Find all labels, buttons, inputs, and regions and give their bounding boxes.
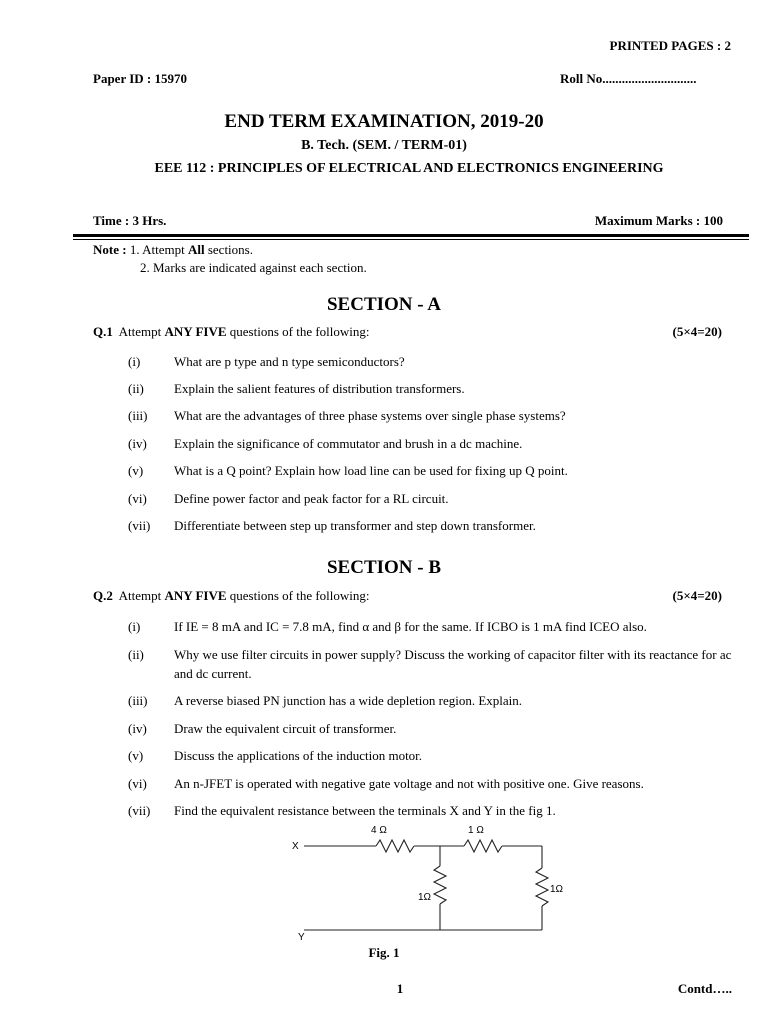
- section-a-title: SECTION - A: [326, 294, 442, 315]
- list-item: [128, 406, 733, 425]
- question-2-marks: (5×4=20): [672, 588, 722, 603]
- note-line-1: [93, 241, 367, 259]
- item-text: A reverse biased PN junction has a wide depletion region. Explain.: [174, 693, 523, 708]
- item-number: (iii): [128, 408, 148, 423]
- list-item: [128, 746, 733, 765]
- list-item: [128, 379, 733, 398]
- item-text: Draw the equivalent circuit of transformer.: [174, 721, 397, 736]
- list-item: [128, 461, 733, 480]
- item-number: (iv): [128, 436, 147, 451]
- terminal-y-label: Y: [298, 932, 305, 943]
- resistor-1-ohm-top: [464, 840, 502, 852]
- exam-title: END TERM EXAMINATION, 2019-20: [224, 111, 544, 132]
- item-number: (vii): [128, 803, 151, 818]
- item-number: (vi): [128, 776, 147, 791]
- list-item: [128, 516, 733, 535]
- item-text: Find the equivalent resistance between the terminals X and Y in the fig 1.: [174, 803, 556, 818]
- item-text: Discuss the applications of the induction motor.: [174, 748, 423, 763]
- item-number: (ii): [128, 381, 144, 396]
- item-text: What are the advantages of three phase systems over single phase systems?: [174, 408, 566, 423]
- resistor-4-ohm-label: 4 Ω: [371, 825, 387, 836]
- question-1-instruction: [93, 324, 370, 340]
- terminal-x-label: X: [292, 841, 299, 852]
- item-text: What is a Q point? Explain how load line can be used for fixing up Q point.: [174, 463, 568, 478]
- note-line-1-pre: 1. Attempt: [129, 242, 188, 257]
- item-number: (vii): [128, 518, 151, 533]
- item-number: (i): [128, 619, 141, 634]
- resistor-4-ohm: [376, 840, 414, 852]
- note-line-1-bold: All: [187, 242, 205, 257]
- list-item: [128, 691, 733, 710]
- question-2-label: Q.2: [93, 588, 113, 603]
- question-2-post: questions of the following:: [226, 588, 370, 603]
- item-number: (ii): [128, 647, 144, 662]
- question-1-marks: (5×4=20): [672, 324, 722, 339]
- resistor-1-ohm-middle-label: 1Ω: [418, 892, 432, 903]
- list-item: [128, 489, 733, 508]
- item-text: Define power factor and peak factor for a RL circuit.: [174, 491, 449, 506]
- item-number: (v): [128, 748, 144, 763]
- list-item: [128, 434, 733, 453]
- item-text: If IE = 8 mA and IC = 7.8 mA, find α and β for the same. If ICBO is 1 mA find ICEO also.: [174, 619, 647, 634]
- resistor-circuit-diagram: [280, 818, 580, 946]
- header-rule-thick: [73, 234, 749, 237]
- figure-caption: Fig. 1: [368, 945, 400, 960]
- list-item: [128, 352, 733, 371]
- item-number: (v): [128, 463, 144, 478]
- list-item: [128, 774, 733, 793]
- note-label: Note :: [93, 242, 127, 257]
- item-number: (vi): [128, 491, 147, 506]
- question-2-bold: ANY FIVE: [164, 588, 227, 603]
- page-number: 1: [396, 981, 404, 996]
- printed-pages: PRINTED PAGES : 2: [609, 38, 731, 53]
- item-text: An n-JFET is operated with negative gate voltage and not with positive one. Give reasons.: [174, 776, 644, 791]
- resistor-1-ohm-top-label: 1 Ω: [468, 825, 484, 836]
- list-item: [128, 719, 733, 738]
- instructions-note: [93, 241, 367, 277]
- continued-marker: Contd…..: [677, 981, 732, 996]
- item-text: Differentiate between step up transformer and step down transformer.: [174, 518, 536, 533]
- course-line: B. Tech. (SEM. / TERM-01): [301, 138, 467, 153]
- list-item: [128, 617, 733, 636]
- roll-no: Roll No.............................: [560, 71, 697, 86]
- paper-id: Paper ID : 15970: [93, 71, 188, 86]
- item-number: (iv): [128, 721, 147, 736]
- item-number: (i): [128, 354, 141, 369]
- section-b-title: SECTION - B: [326, 557, 442, 578]
- exam-time: Time : 3 Hrs.: [93, 213, 167, 228]
- question-1-post: questions of the following:: [226, 324, 370, 339]
- note-line-1-post: sections.: [204, 242, 253, 257]
- question-2-instruction: [93, 588, 370, 604]
- maximum-marks: Maximum Marks : 100: [594, 213, 723, 228]
- item-text: What are p type and n type semiconductors?: [174, 354, 405, 369]
- item-text: Explain the salient features of distribution transformers.: [174, 381, 465, 396]
- note-line-2: 2. Marks are indicated against each section.: [140, 260, 367, 275]
- question-1-label: Q.1: [93, 324, 113, 339]
- item-number: (iii): [128, 693, 148, 708]
- item-text: Why we use filter circuits in power supply? Discuss the working of capacitor filter with its reactance for ac and dc current.: [174, 647, 732, 681]
- list-item: [128, 645, 733, 683]
- item-text: Explain the significance of commutator and brush in a dc machine.: [174, 436, 523, 451]
- resistor-1-ohm-right-label: 1Ω: [550, 884, 564, 895]
- question-2-pre: Attempt: [118, 588, 165, 603]
- resistor-1-ohm-right: [536, 868, 548, 906]
- resistor-1-ohm-middle: [434, 866, 446, 904]
- question-1-pre: Attempt: [118, 324, 165, 339]
- question-1-bold: ANY FIVE: [164, 324, 227, 339]
- header-rule-thin: [73, 239, 749, 240]
- subject-title: EEE 112 : PRINCIPLES OF ELECTRICAL AND ELECTRONICS ENGINEERING: [154, 161, 664, 176]
